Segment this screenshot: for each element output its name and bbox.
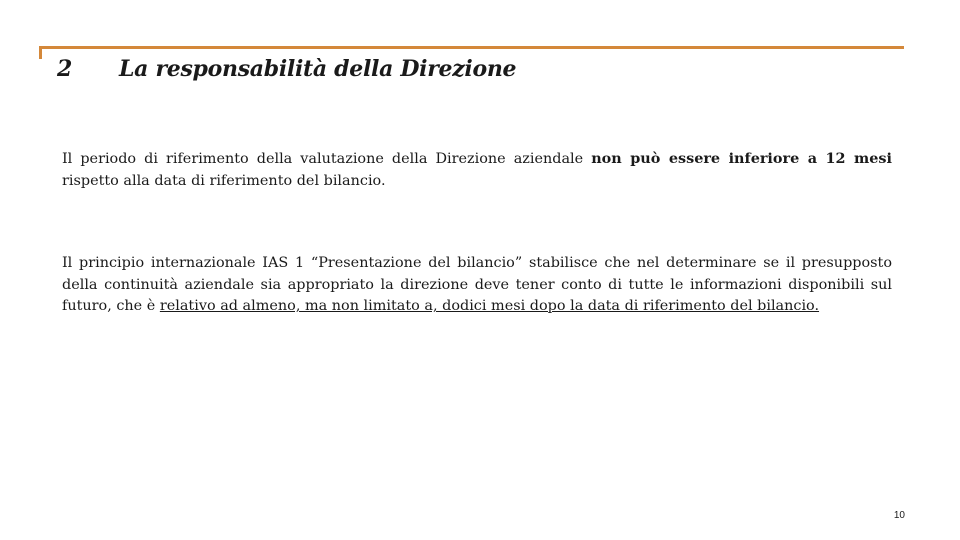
slide-title: La responsabilità della Direzione <box>119 56 517 82</box>
header-rule-corner <box>39 46 42 59</box>
paragraph-text: rispetto alla data di riferimento del bilancio. <box>62 172 386 189</box>
section-number: 2 <box>57 56 73 82</box>
page-number: 10 <box>893 510 905 521</box>
header-rule <box>39 46 904 49</box>
paragraph-text: Il periodo di riferimento della valutazione della Direzione aziendale <box>62 151 592 167</box>
emphasized-text: non può essere inferiore a 12 mesi <box>591 150 892 167</box>
paragraph-text: Il principio internazionale IAS 1 “Presentazione del bilancio” stabilisce che nel determinare se il presupposto della continuità aziendale sia appropriato la direzione deve tener conto di tutte le informazioni disponibili sul futuro, che è <box>62 255 892 314</box>
paragraph-ias1 <box>62 253 892 318</box>
underlined-text: relativo ad almeno, ma non limitato a, dodici mesi dopo la data di riferimento del bilancio. <box>159 298 820 314</box>
paragraph-reference-period <box>62 148 892 192</box>
